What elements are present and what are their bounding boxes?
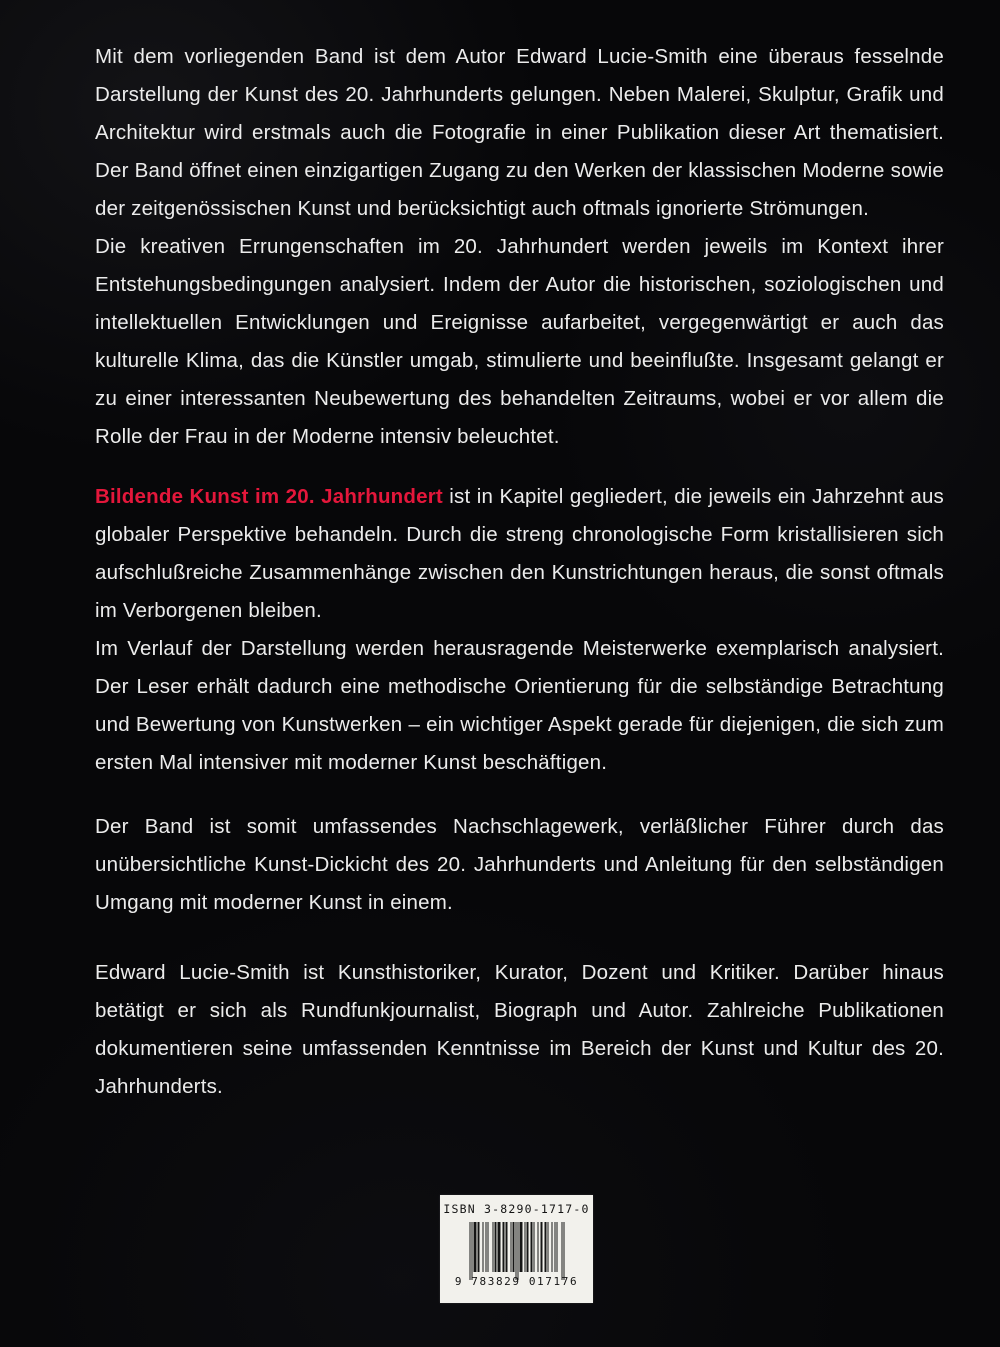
paragraph-summary: Der Band ist somit umfassendes Nachschlagewerk, verläßlicher Führer durch das unübersichtliche Kunst-Dickicht des 20. Jahrhunderts und Anleitung für den selbständigen Umgang mit moderner Kunst in einem.: [95, 815, 944, 914]
ean-barcode: [469, 1222, 564, 1282]
paragraph-book-structure-text: ist in Kapitel gegliedert, die jeweils ein Jahrzehnt aus globaler Perspektive behandeln. Durch die streng chronologische Form kristallisieren sich aufschlußreiche Zusammenhänge zwischen den Kunstrichtungen heraus, die sonst oftmals im Verborgenen bleiben.: [95, 485, 944, 622]
paragraph-overview: Mit dem vorliegenden Band ist dem Autor Edward Lucie-Smith eine überaus fesselnde Darstellung der Kunst des 20. Jahrhunderts gelungen. Neben Malerei, Skulptur, Grafik und Architektur wird erstmals auch die Fotografie in einer Publikation dieser Art thematisiert. Der Band öffnet einen einzigartigen Zugang zu den Werken der klassischen Moderne sowie der zeitgenössischen Kunst und berücksichtigt auch oftmals ignorierte Strömungen.: [95, 45, 944, 220]
ean-digits: 9 783829 017176: [454, 1275, 579, 1288]
paragraph-author-bio: Edward Lucie-Smith ist Kunsthistoriker, Kurator, Dozent und Kritiker. Darüber hinaus betätigt er sich als Rundfunkjournalist, Biograph und Autor. Zahlreiche Publikationen dokumentieren seine umfassenden Kenntnisse im Bereich der Kunst und Kultur des 20. Jahrhunderts.: [95, 961, 944, 1098]
paragraph-creative-context: Die kreativen Errungenschaften im 20. Jahrhundert werden jeweils im Kontext ihrer Entstehungsbedingungen analysiert. Indem der Autor die historischen, soziologischen und intellektuellen Entwicklungen und Ereignisse aufarbeitet, vergegenwärtigt er auch das kulturelle Klima, das die Künstler umgab, stimulierte und beeinflußte. Insgesamt gelangt er zu einer interessanten Neubewertung des behandelten Zeitraums, wobei er vor allem die Rolle der Frau in der Moderne intensiv beleuchtet.: [95, 235, 944, 448]
paragraph-masterworks: Im Verlauf der Darstellung werden herausragende Meisterwerke exemplarisch analysiert. Der Leser erhält dadurch eine methodische Orientierung für die selbständige Betrachtung und Bewertung von Kunstwerken – ein wichtiger Aspekt gerade für diejenigen, die sich zum ersten Mal intensiver mit moderner Kunst beschäftigen.: [95, 637, 944, 774]
paragraph-book-structure: [95, 478, 944, 630]
blurb-text: [95, 38, 944, 1106]
isbn-number: ISBN 3-8290-1717-0: [443, 1202, 590, 1216]
isbn-label: [440, 1195, 593, 1303]
book-title: Bildende Kunst im 20. Jahrhundert: [95, 485, 443, 508]
